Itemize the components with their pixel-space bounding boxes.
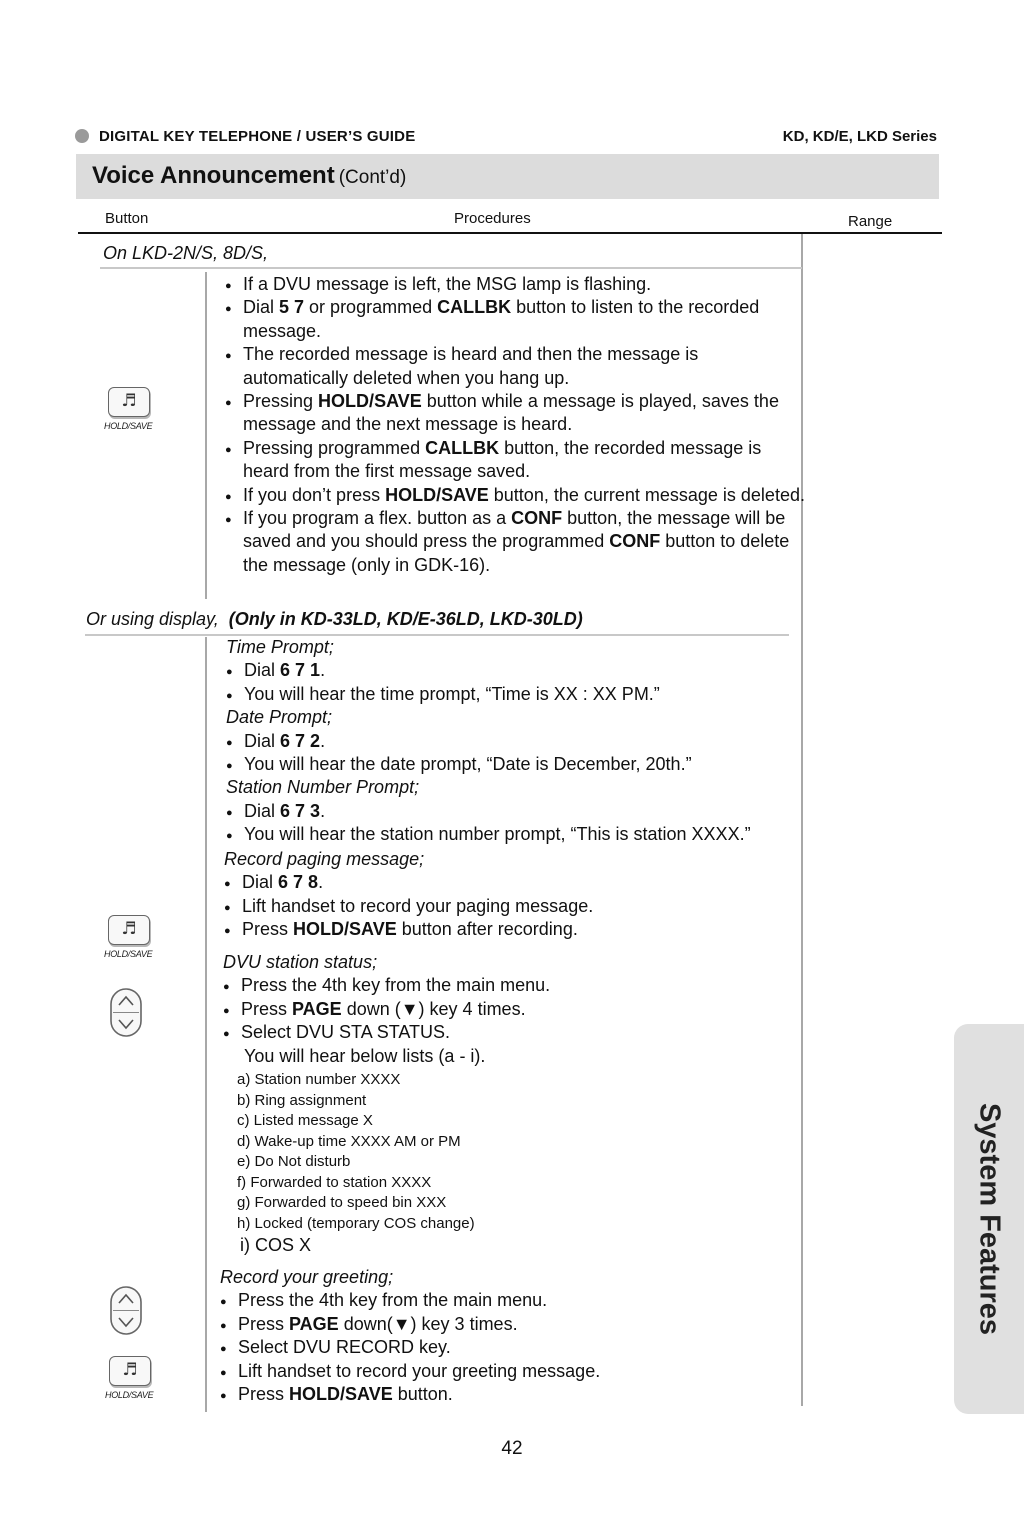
subheading-dvu-status: DVU station status; [223,952,378,972]
list-item: ● You will hear the time prompt, “Time is XX : XX PM.” [226,683,806,706]
status-list-item: a) Station number XXXX [237,1071,401,1089]
status-note: You will hear below lists (a - i). [244,1045,486,1066]
music-note-icon: ♬ [108,915,150,945]
list-item: ● Dial 6 7 8. [224,871,804,894]
list-item: ● Press HOLD/SAVE button after recording. [224,918,804,941]
subheading-time-prompt: Time Prompt; [226,637,334,657]
list-item: ● Lift handset to record your greeting message. [220,1360,800,1383]
list-item: ● If you program a flex. button as a CONF button, the message will be saved and you should press the programmed CONF button to delete the message (only in GDK-16). [225,507,805,577]
subheading-date-prompt: Date Prompt; [226,707,333,728]
hold-save-icon: ♬ HOLD/SAVE [104,387,154,431]
header-rule [78,232,942,234]
subheading-station-prompt: Station Number Prompt; [226,777,420,798]
header-bullet-icon [75,129,89,143]
side-tab [954,1024,1024,1414]
page-number: 42 [501,1438,523,1459]
status-list-item: g) Forwarded to speed bin XXX [237,1194,447,1212]
status-list-item: d) Wake-up time XXXX AM or PM [237,1132,461,1150]
side-tab-label: System Features [973,1102,1006,1336]
list-item: ● If a DVU message is left, the MSG lamp is flashing. [225,273,805,296]
list-item: ● Select DVU RECORD key. [220,1336,800,1359]
subheading-record-paging: Record paging message; [224,849,425,869]
section-title-contd: (Cont’d) [338,167,407,188]
procedure-list-dvu-status [223,951,803,1257]
section-rule [100,267,802,269]
section-label-display: Or using display, (Only in KD-33LD, KD/E-36LD, LKD-30LD) [86,609,583,629]
button-column-divider [205,637,207,1412]
list-item: ● Dial 6 7 3. [226,800,806,823]
list-item: ● Pressing programmed CALLBK button, the recorded message is heard from the first message saved. [225,437,805,484]
column-header-procedures: Procedures [454,210,531,227]
hold-save-icon: ♬ HOLD/SAVE [105,1356,155,1400]
subheading-record-greeting: Record your greeting; [220,1267,394,1287]
status-list-item: f) Forwarded to station XXXX [237,1173,432,1191]
status-list-item: e) Do Not disturb [237,1153,351,1171]
section-title-bar [76,154,939,199]
page-up-down-key-icon [107,988,147,1038]
column-header-range: Range [848,213,893,230]
list-item: ● Dial 5 7 or programmed CALLBK button to listen to the recorded message. [225,296,805,343]
status-list-item: h) Locked (temporary COS change) [237,1214,475,1232]
section-title: Voice Announcement (Cont’d) [92,162,407,189]
music-note-icon: ♬ [109,1356,151,1386]
list-item: ● Dial 6 7 2. [226,730,806,753]
list-item: ● Select DVU STA STATUS. [223,1021,803,1044]
list-item: ● You will hear the date prompt, “Date is December, 20th.” [226,753,806,776]
hold-save-icon: ♬ HOLD/SAVE [104,915,154,959]
status-list-item: b) Ring assignment [237,1091,367,1109]
procedure-list-greeting [220,1266,800,1406]
music-note-icon: ♬ [108,387,150,417]
status-list-item: c) Listed message X [237,1112,373,1130]
list-item: ● Pressing HOLD/SAVE button while a message is played, saves the message and the next message is heard. [225,390,805,437]
procedure-list-prompts [226,636,806,847]
section-label-lkd: On LKD-2N/S, 8D/S, [103,243,269,263]
column-header-button: Button [105,210,149,227]
list-item: ● The recorded message is heard and then the message is automatically deleted when you hang up. [225,343,805,390]
status-list-item: i) COS X [240,1235,312,1256]
list-item: ● Lift handset to record your paging message. [224,895,804,918]
procedure-list-lkd [225,273,805,577]
list-item: ● Press the 4th key from the main menu. [220,1289,800,1312]
list-item: ● If you don’t press HOLD/SAVE button, the current message is deleted. [225,484,805,507]
list-item: ● Press PAGE down(▼) key 3 times. [220,1313,800,1336]
button-column-divider [205,272,207,599]
procedure-list-paging [224,848,804,942]
list-item: ● Dial 6 7 1. [226,659,806,682]
page-up-down-key-icon [107,1286,147,1336]
list-item: ● Press the 4th key from the main menu. [223,974,803,997]
series-label: KD, KD/E, LKD Series [782,128,937,145]
list-item: ● Press HOLD/SAVE button. [220,1383,800,1406]
list-item: ● Press PAGE down (▼) key 4 times. [223,998,803,1021]
list-item: ● You will hear the station number prompt, “This is station XXXX.” [226,823,806,846]
guide-title: DIGITAL KEY TELEPHONE / USER’S GUIDE [99,128,416,145]
